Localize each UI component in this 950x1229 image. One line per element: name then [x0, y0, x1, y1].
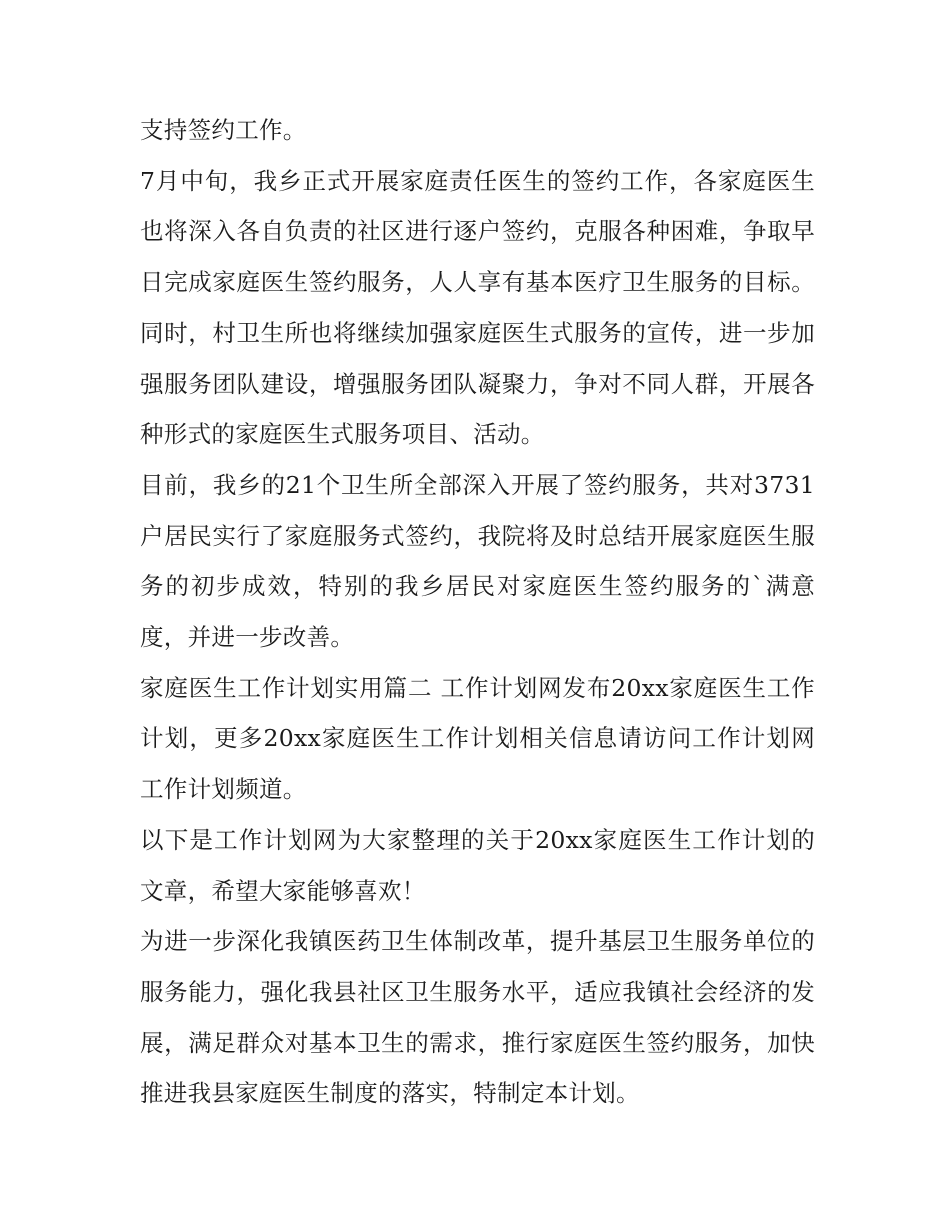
paragraph-4: 家庭医生工作计划实用篇二 工作计划网发布20xx家庭医生工作计划，更多20xx家庭医生工作计划相关信息请访问工作计划网工作计划频道。	[140, 673, 815, 804]
document-body	[140, 105, 815, 1119]
paragraph-6: 为进一步深化我镇医药卫生体制改革，提升基层卫生服务单位的服务能力，强化我县社区卫生服务水平，适应我镇社会经济的发展，满足群众对基本卫生的需求，推行家庭医生签约服务，加快推进我县家庭医生制度的落实，特制定本计划。	[140, 927, 815, 1108]
paragraph-2: 7月中旬，我乡正式开展家庭责任医生的签约工作，各家庭医生也将深入各自负责的社区进行逐户签约，克服各种困难，争取早日完成家庭医生签约服务，人人享有基本医疗卫生服务的目标。同时，村卫生所也将继续加强家庭医生式服务的宣传，进一步加强服务团队建设，增强服务团队凝聚力，争对不同人群，开展各种形式的家庭医生式服务项目、活动。	[140, 166, 815, 449]
paragraph-3: 目前，我乡的21个卫生所全部深入开展了签约服务，共对3731户居民实行了家庭服务式签约，我院将及时总结开展家庭医生服务的初步成效，特别的我乡居民对家庭医生签约服务的`满意度，并进一步改善。	[140, 470, 815, 652]
paragraph-1: 支持签约工作。	[140, 116, 307, 144]
paragraph-5: 以下是工作计划网为大家整理的关于20xx家庭医生工作计划的文章，希望大家能够喜欢！	[140, 825, 815, 905]
